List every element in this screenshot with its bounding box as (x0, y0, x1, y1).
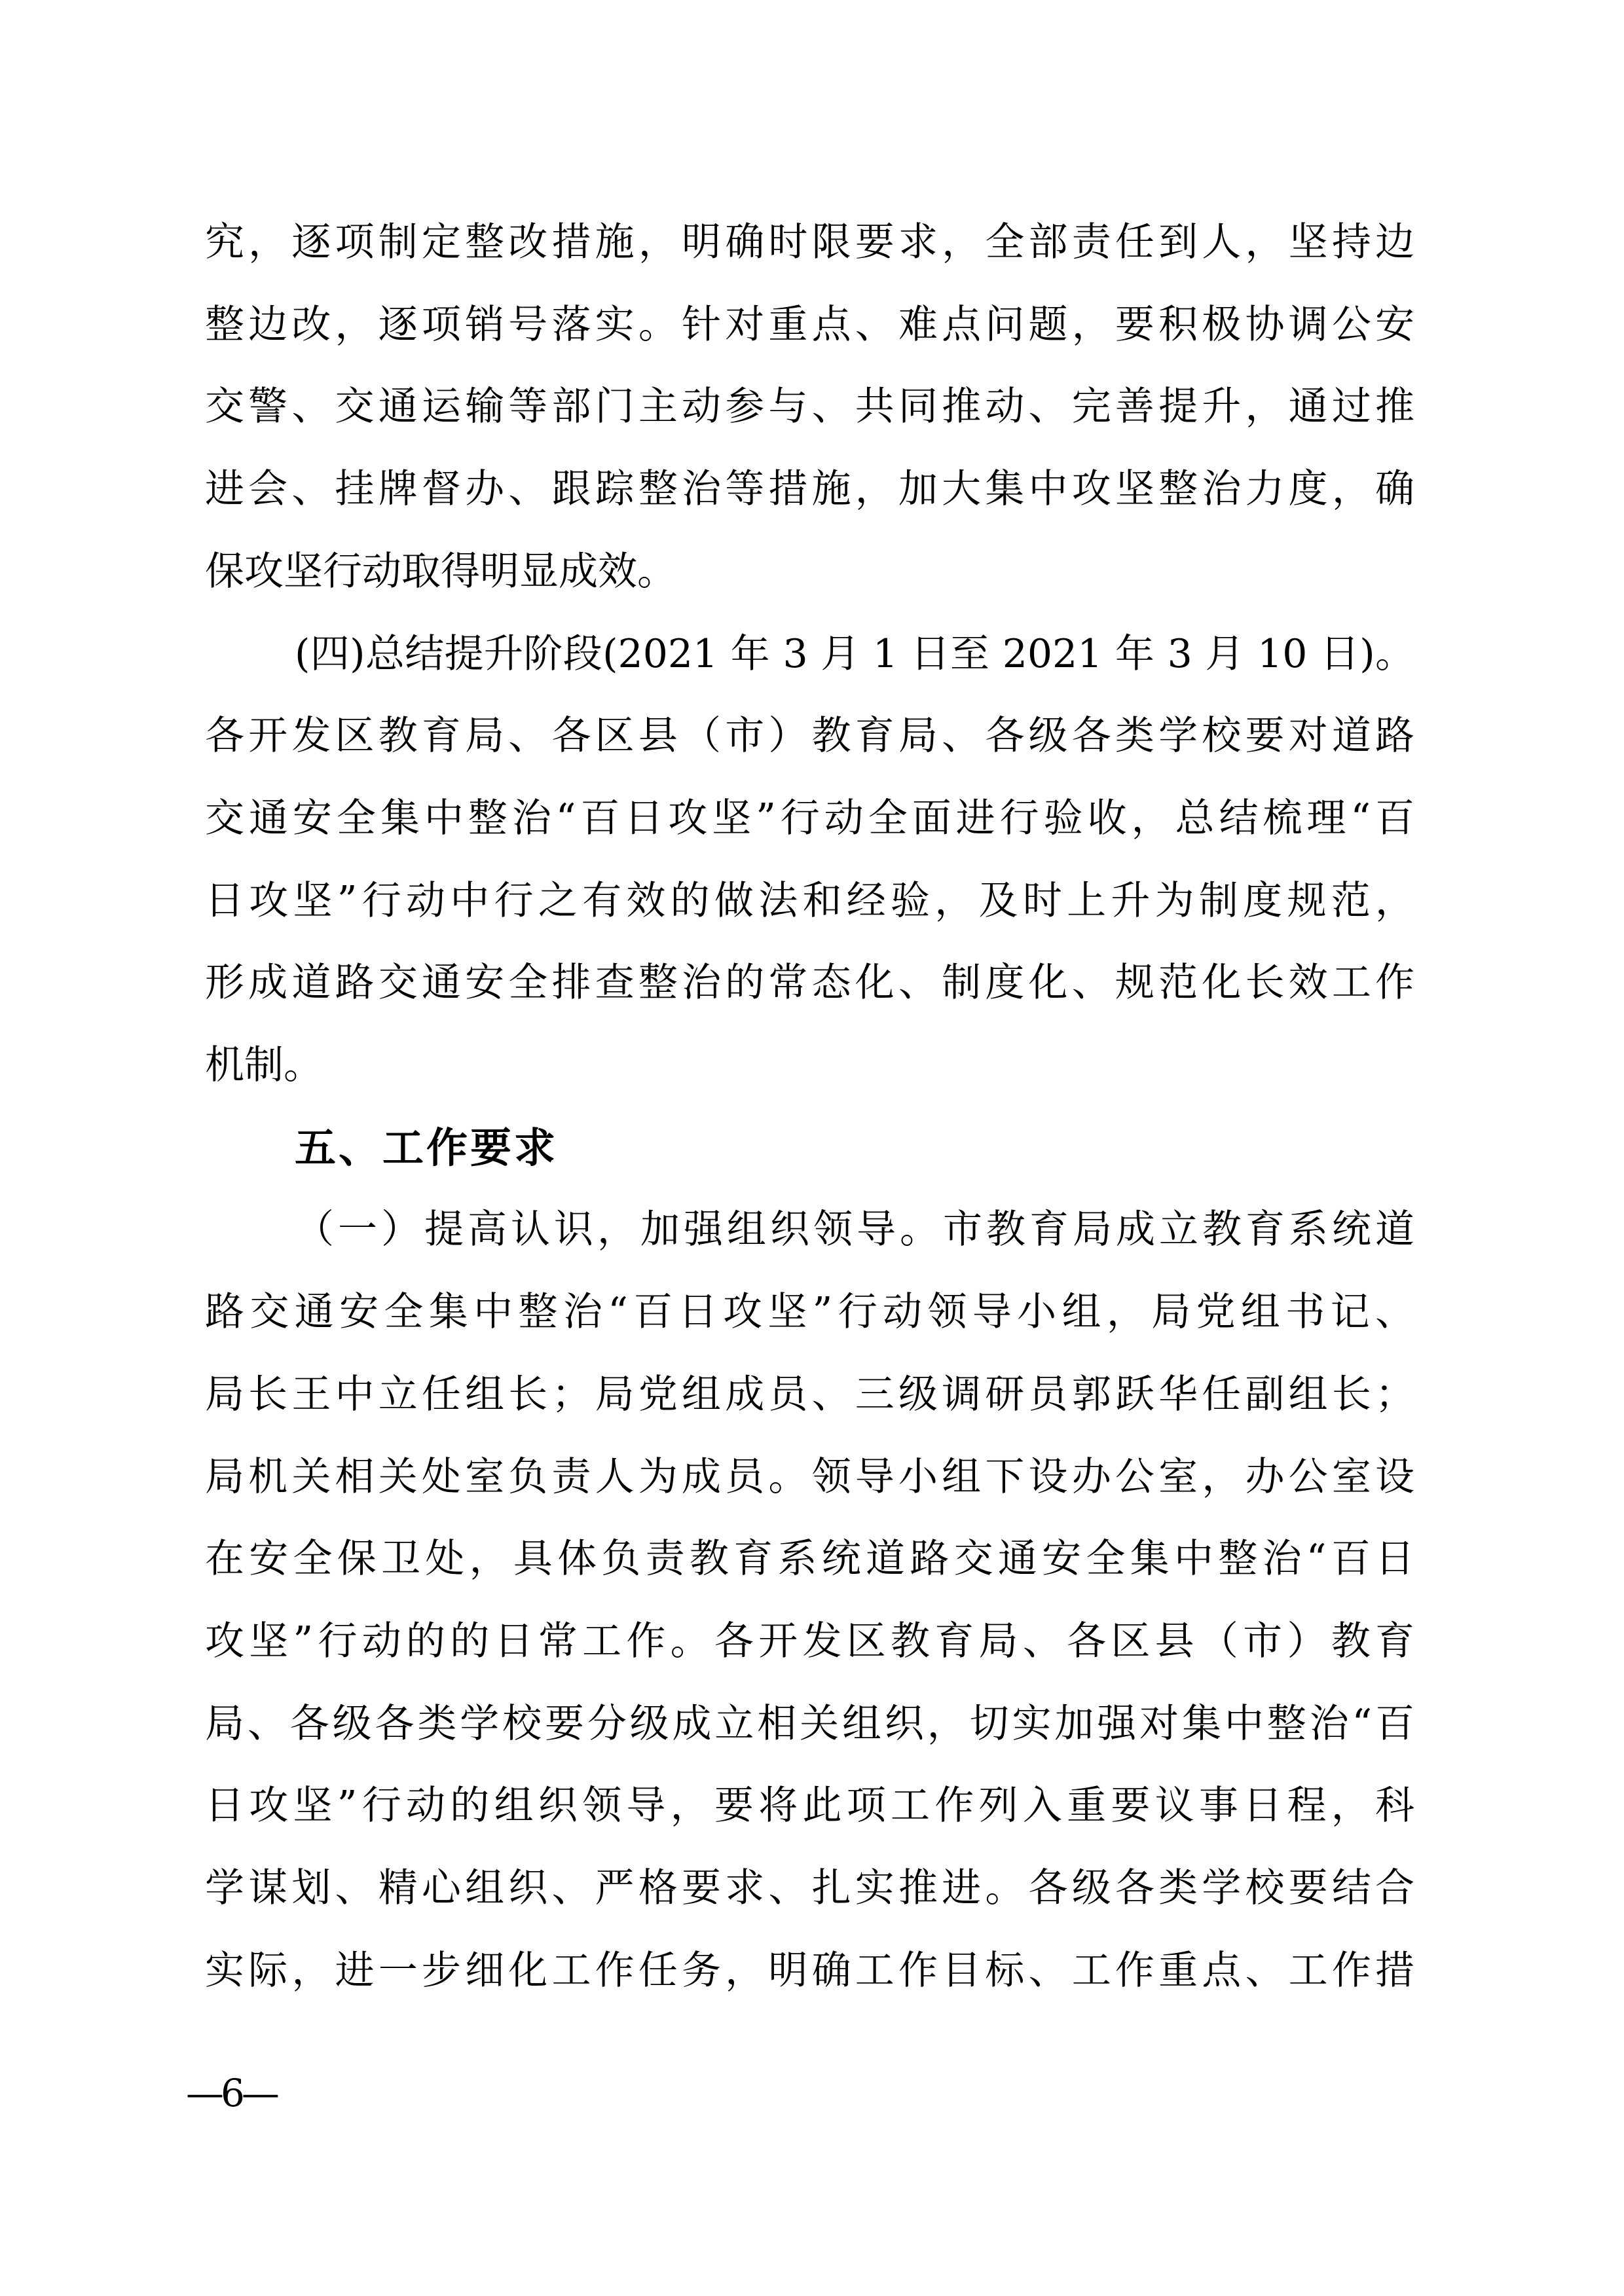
body-line: 交通安全集中整治“百日攻坚”行动全面进行验收，总结梳理“百 (205, 795, 1414, 841)
body-line: 日攻坚”行动的组织领导，要将此项工作列入重要议事日程，科 (205, 1783, 1414, 1829)
body-line: 局、各级各类学校要分级成立相关组织，切实加强对集中整治“百 (205, 1700, 1414, 1747)
body-line: 日攻坚”行动中行之有效的做法和经验，及时上升为制度规范， (205, 877, 1414, 924)
body-line-paragraph-start: (四)总结提升阶段(2021 年 3 月 1 日至 2021 年 3 月 10 日)。 (295, 630, 1414, 677)
body-line: 交警、交通运输等部门主动参与、共同推动、完善提升，通过推 (205, 384, 1414, 430)
body-line: 机制。 (205, 1042, 323, 1089)
body-line: 实际，进一步细化工作任务，明确工作目标、工作重点、工作措 (205, 1947, 1414, 1994)
body-line: 究，逐项制定整改措施，明确时限要求，全部责任到人，坚持边 (205, 219, 1414, 265)
page-number: —6— (186, 2071, 276, 2115)
body-line: 路交通安全集中整治“百日攻坚”行动领导小组，局党组书记、 (205, 1289, 1414, 1336)
body-line: 在安全保卫处，具体负责教育系统道路交通安全集中整治“百日 (205, 1536, 1414, 1582)
body-line: 局长王中立任组长；局党组成员、三级调研员郭跃华任副组长； (205, 1371, 1414, 1417)
body-line-paragraph-start: （一）提高认识，加强组织领导。市教育局成立教育系统道 (295, 1207, 1414, 1253)
body-line: 形成道路交通安全排查整治的常态化、制度化、规范化长效工作 (205, 960, 1414, 1006)
body-line: 攻坚”行动的的日常工作。各开发区教育局、各区县（市）教育 (205, 1618, 1414, 1664)
body-line: 局机关相关处室负责人为成员。领导小组下设办公室，办公室设 (205, 1453, 1414, 1500)
body-line: 学谋划、精心组织、严格要求、扎实推进。各级各类学校要结合 (205, 1865, 1414, 1912)
section-heading: 五、工作要求 (295, 1123, 558, 1172)
body-line: 进会、挂牌督办、跟踪整治等措施，加大集中攻坚整治力度，确 (205, 466, 1414, 513)
body-line: 保攻坚行动取得明显成效。 (205, 548, 676, 594)
body-line: 各开发区教育局、各区县（市）教育局、各级各类学校要对道路 (205, 713, 1414, 759)
body-line: 整边改，逐项销号落实。针对重点、难点问题，要积极协调公安 (205, 301, 1414, 348)
document-body (205, 202, 1414, 2012)
